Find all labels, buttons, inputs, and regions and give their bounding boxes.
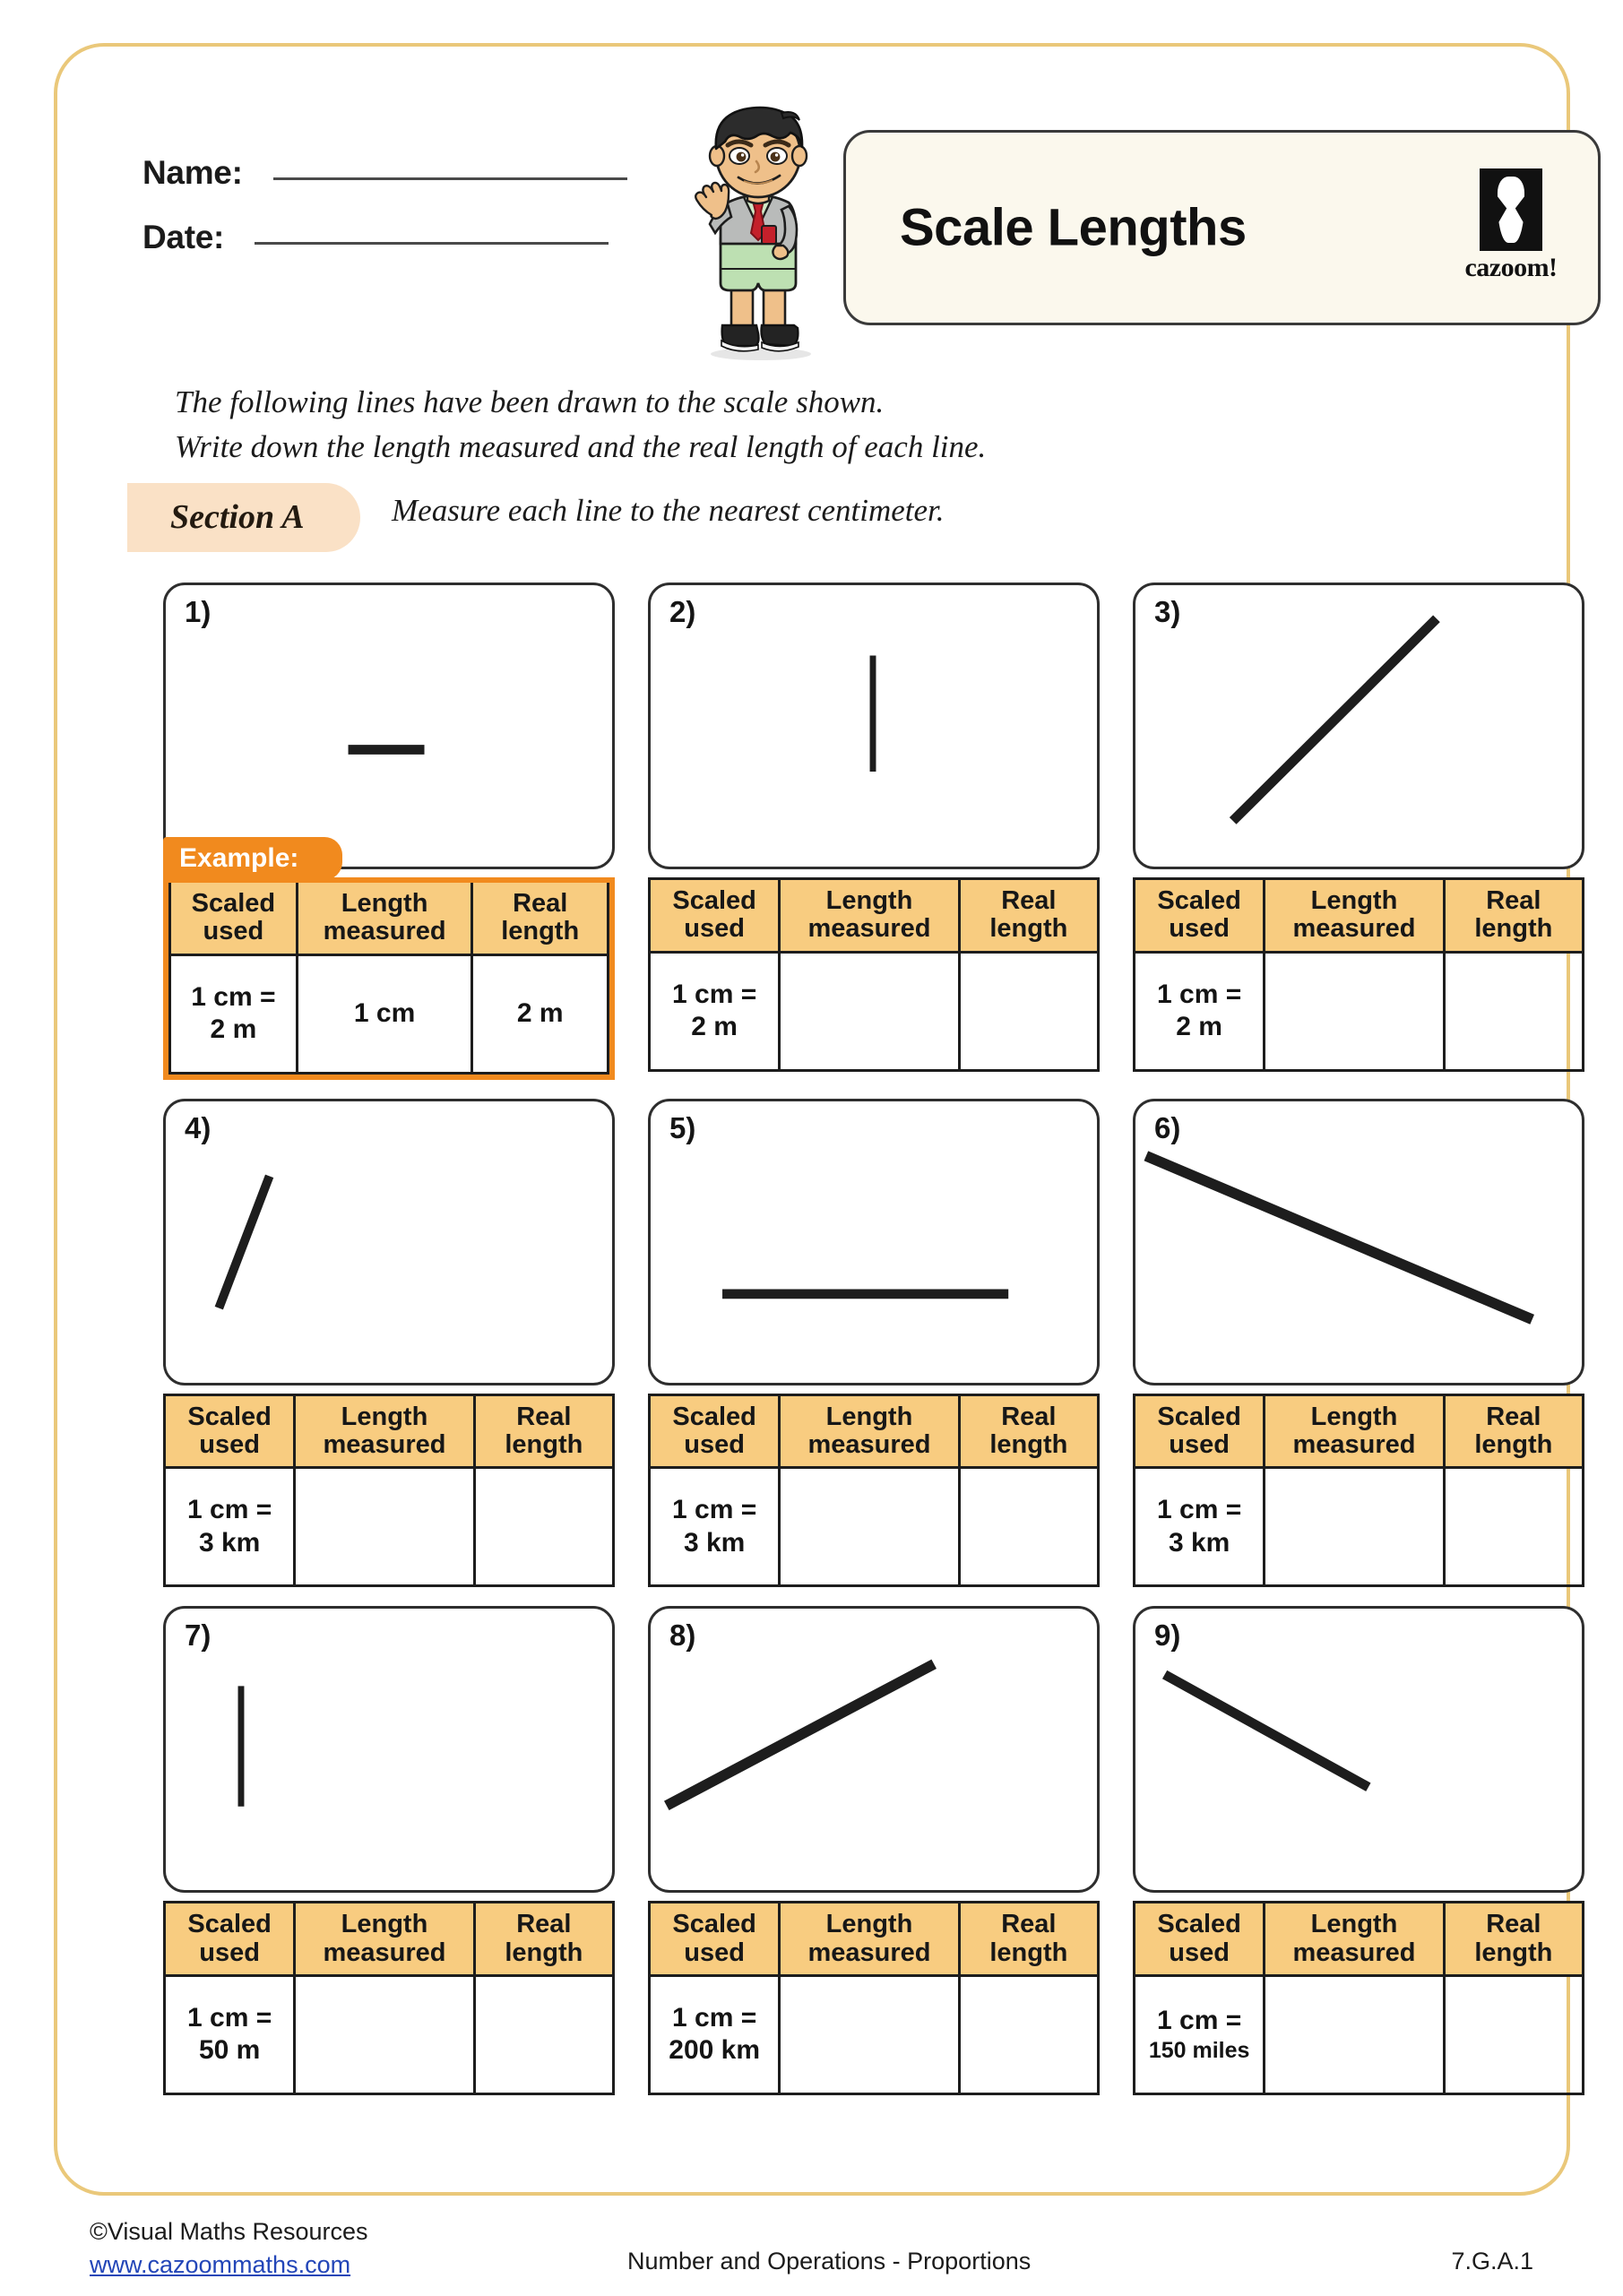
question-number: 9) <box>1154 1618 1181 1653</box>
scaled-line-drawing <box>166 585 612 867</box>
scale-line-2: 3 km <box>198 1527 261 1558</box>
header-length-measured <box>1265 1394 1444 1468</box>
header-line-1: Real <box>1486 1402 1541 1431</box>
scale-line-1: 1 cm = <box>672 2002 757 2033</box>
measured-line <box>1233 618 1437 821</box>
header-real-length <box>474 1903 613 1976</box>
header-line-2: used <box>684 1938 745 1967</box>
header-line-2: measured <box>323 917 446 946</box>
scaled-line-drawing <box>166 1101 612 1383</box>
header-line-1: Length <box>825 1910 913 1939</box>
question-diagram-box <box>163 1099 615 1385</box>
cell-real-length-answer[interactable] <box>1444 1975 1583 2093</box>
section-badge <box>127 483 360 552</box>
header-line-2: length <box>989 914 1068 944</box>
question-cell <box>163 583 615 1080</box>
cell-length-measured-answer[interactable] <box>295 1468 474 1586</box>
cell-length-measured-answer[interactable] <box>1265 1975 1444 2093</box>
cell-length-measured-answer[interactable] <box>1265 952 1444 1070</box>
cell-real-length-answer[interactable] <box>1444 952 1583 1070</box>
header-line-1: Scaled <box>191 889 276 918</box>
header-line-2: length <box>501 917 580 946</box>
header-scale-used <box>165 1903 295 1976</box>
question-cell <box>1133 1099 1584 1588</box>
header-line-2: used <box>684 1429 745 1459</box>
question-cell <box>1133 583 1584 1080</box>
table-header-row <box>650 1394 1099 1468</box>
header-line-2: measured <box>1292 914 1416 944</box>
footer-copyright: ©Visual Maths Resources <box>90 2218 368 2245</box>
cell-scale-used <box>1135 1975 1265 2093</box>
scale-line-2: 3 km <box>1168 1527 1230 1558</box>
header-line-2: length <box>505 1938 583 1967</box>
scaled-line-drawing <box>1135 1609 1582 1890</box>
cazoom-logo <box>1458 168 1564 287</box>
question-diagram-box <box>648 583 1100 869</box>
question-diagram-box <box>1133 1606 1584 1893</box>
cell-length-measured-answer[interactable] <box>780 1468 959 1586</box>
answer-table-wrapper <box>648 1901 1100 2095</box>
answer-table-wrapper <box>163 1901 615 2095</box>
header-line-2: measured <box>323 1429 446 1459</box>
table-row <box>165 1468 614 1586</box>
cell-scale-used <box>170 954 298 1073</box>
scale-line-1: 1 cm = <box>187 1495 272 1525</box>
example-tab-label: Example: <box>179 843 299 873</box>
header-length-measured <box>295 1394 474 1468</box>
table-row <box>170 954 609 1073</box>
cell-real-length-answer[interactable] <box>959 1468 1098 1586</box>
header-line-1: Real <box>513 889 568 918</box>
answer-table-wrapper <box>1133 1901 1584 2095</box>
question-diagram-box <box>163 1606 615 1893</box>
question-row <box>163 1099 1586 1588</box>
scale-line-1: 1 cm = <box>1157 979 1242 1009</box>
header-line-2: length <box>989 1938 1068 1967</box>
table-row <box>650 1975 1099 2093</box>
header-real-length <box>1444 1394 1583 1468</box>
header-line-2: measured <box>1292 1429 1416 1459</box>
scaled-line-drawing <box>1135 585 1582 867</box>
header-real-length <box>959 1903 1098 1976</box>
answer-table-wrapper <box>1133 877 1584 1072</box>
cell-scale-used <box>165 1975 295 2093</box>
header-line-2: length <box>1474 1429 1553 1459</box>
table-header-row <box>165 1394 614 1468</box>
header-line-1: Scaled <box>672 886 756 915</box>
cazoom-wordmark: cazoom! <box>1464 253 1558 282</box>
worksheet-header <box>57 47 1567 315</box>
scale-line-1: 1 cm = <box>672 1495 757 1525</box>
question-diagram-box <box>648 1606 1100 1893</box>
header-length-measured <box>780 1394 959 1468</box>
answer-table-wrapper <box>163 843 615 1080</box>
cell-real-length-answer[interactable] <box>959 1975 1098 2093</box>
question-number: 6) <box>1154 1110 1181 1144</box>
table-row <box>650 952 1099 1070</box>
table-header-row <box>165 1903 614 1976</box>
header-line-2: measured <box>1292 1938 1416 1967</box>
answer-table-wrapper <box>648 1394 1100 1588</box>
scaled-line-drawing <box>651 1101 1097 1383</box>
header-line-1: Real <box>1001 1402 1057 1431</box>
cell-scale-used <box>1135 952 1265 1070</box>
header-scale-used <box>1135 1903 1265 1976</box>
question-number: 7) <box>185 1618 212 1653</box>
worksheet-page-frame <box>54 43 1570 2196</box>
header-scale-used <box>170 883 298 954</box>
question-diagram-box <box>648 1099 1100 1385</box>
header-line-1: Real <box>516 1910 572 1939</box>
cell-real-length-answer[interactable] <box>474 1468 613 1586</box>
section-instruction: Measure each line to the nearest centimeter. <box>392 493 945 528</box>
cell-length-measured-answer[interactable] <box>1265 1468 1444 1586</box>
header-line-2: measured <box>323 1938 446 1967</box>
cell-length-measured-answer[interactable] <box>780 1975 959 2093</box>
question-grid <box>163 583 1586 2114</box>
answer-table <box>1133 1901 1584 2095</box>
table-row <box>1135 1975 1584 2093</box>
header-real-length <box>1444 1903 1583 1976</box>
answer-table <box>648 877 1100 1072</box>
scale-line-1: 1 cm = <box>1157 1495 1242 1525</box>
header-line-1: Length <box>825 1402 913 1431</box>
header-line-1: Real <box>516 1402 572 1431</box>
instruction-line-2: Write down the length measured and the real length of each line. <box>175 428 987 464</box>
question-cell <box>1133 1606 1584 2095</box>
header-line-2: used <box>203 917 264 946</box>
header-line-1: Length <box>1310 1402 1398 1431</box>
header-real-length <box>1444 879 1583 953</box>
header-line-1: Scaled <box>187 1402 272 1431</box>
answer-table-wrapper <box>648 877 1100 1072</box>
header-scale-used <box>650 879 780 953</box>
cell-scale-used <box>650 952 780 1070</box>
scale-line-2: 200 km <box>669 2035 761 2066</box>
question-cell <box>648 583 1100 1080</box>
header-line-1: Length <box>1310 886 1398 915</box>
header-line-1: Scaled <box>187 1910 272 1939</box>
table-row <box>165 1975 614 2093</box>
header-real-length <box>474 1394 613 1468</box>
answer-table <box>1133 877 1584 1072</box>
header-real-length <box>959 1394 1098 1468</box>
cazoom-mark-icon <box>1480 168 1542 251</box>
scaled-line-drawing <box>651 585 1097 867</box>
header-line-2: measured <box>807 1429 931 1459</box>
section-badge-label: Section A <box>170 498 305 536</box>
cell-real-length-answer[interactable] <box>474 1975 613 2093</box>
question-diagram-box <box>1133 1099 1584 1385</box>
question-diagram-box <box>1133 583 1584 869</box>
answer-table <box>1133 1394 1584 1588</box>
header-line-2: measured <box>807 914 931 944</box>
measured-line <box>219 1176 269 1308</box>
scale-line-1: 1 cm = <box>672 979 757 1009</box>
date-label: Date: <box>142 219 225 255</box>
cell-length-measured-answer[interactable]: 1 cm <box>297 954 472 1073</box>
header-scale-used <box>165 1394 295 1468</box>
header-length-measured <box>295 1903 474 1976</box>
header-line-1: Scaled <box>1157 1910 1241 1939</box>
student-mascot-icon <box>676 102 839 362</box>
header-line-2: used <box>1169 1429 1230 1459</box>
cell-scale-used <box>650 1975 780 2093</box>
table-header-row <box>1135 879 1584 953</box>
table-row <box>1135 952 1584 1070</box>
header-line-2: measured <box>807 1938 931 1967</box>
question-number: 3) <box>1154 595 1181 628</box>
header-line-2: length <box>505 1429 583 1459</box>
header-line-1: Scaled <box>672 1910 756 1939</box>
question-number: 8) <box>669 1618 696 1653</box>
header-scale-used <box>650 1903 780 1976</box>
header-scale-used <box>1135 1394 1265 1468</box>
name-input-line[interactable] <box>273 177 627 180</box>
question-cell <box>163 1099 615 1588</box>
footer-topic: Number and Operations - Proportions <box>627 2248 1032 2274</box>
instruction-line-1: The following lines have been drawn to the scale shown. <box>175 384 885 419</box>
scale-line-2: 2 m <box>1176 1012 1222 1042</box>
name-label: Name: <box>142 154 243 191</box>
header-line-2: length <box>1474 1938 1553 1967</box>
question-number: 4) <box>185 1110 212 1144</box>
page-title: Scale Lengths <box>900 198 1247 257</box>
header-line-1: Scaled <box>1157 1402 1241 1431</box>
header-line-2: used <box>199 1429 260 1459</box>
header-line-1: Length <box>825 886 913 915</box>
header-line-1: Real <box>1001 1910 1057 1939</box>
scale-line-2: 50 m <box>198 2035 261 2066</box>
table-header-row <box>1135 1394 1584 1468</box>
answer-table <box>168 883 609 1075</box>
footer-standard-code: 7.G.A.1 <box>1451 2248 1533 2274</box>
header-line-2: used <box>684 914 745 944</box>
header-length-measured <box>780 1903 959 1976</box>
header-line-1: Length <box>341 1402 428 1431</box>
date-input-line[interactable] <box>255 242 609 245</box>
cell-scale-used <box>650 1468 780 1586</box>
question-diagram-box <box>163 583 615 869</box>
question-row <box>163 583 1586 1080</box>
question-number: 5) <box>669 1110 696 1144</box>
question-row <box>163 1606 1586 2095</box>
scale-line-2: 150 miles <box>1148 2038 1250 2064</box>
header-line-1: Real <box>1486 1910 1541 1939</box>
header-real-length <box>472 883 609 954</box>
header-real-length <box>959 879 1098 953</box>
footer-copyright-block <box>90 2215 368 2283</box>
cell-real-length-answer[interactable] <box>1444 1468 1583 1586</box>
question-cell <box>163 1606 615 2095</box>
date-field-row <box>142 219 609 256</box>
answer-table <box>648 1901 1100 2095</box>
footer-website-link[interactable]: www.cazoommaths.com <box>90 2251 351 2279</box>
worksheet-title-plate <box>843 130 1601 325</box>
name-field-row <box>142 154 627 192</box>
header-line-2: length <box>1474 914 1553 944</box>
table-header-row <box>650 1903 1099 1976</box>
answer-table-wrapper <box>1133 1394 1584 1588</box>
measured-line <box>1165 1675 1368 1788</box>
header-length-measured <box>1265 1903 1444 1976</box>
header-line-2: used <box>1169 1938 1230 1967</box>
table-row <box>650 1468 1099 1586</box>
scale-line-2: 2 m <box>691 1012 738 1042</box>
scaled-line-drawing <box>1135 1101 1582 1383</box>
cell-length-measured-answer[interactable] <box>780 952 959 1070</box>
scale-line-2: 2 m <box>210 1014 257 1045</box>
example-tab <box>163 837 342 880</box>
example-highlight-border <box>163 877 615 1080</box>
table-header-row <box>1135 1903 1584 1976</box>
question-number: 1) <box>185 595 212 628</box>
cell-scale-used <box>1135 1468 1265 1586</box>
cell-scale-used <box>165 1468 295 1586</box>
question-cell <box>648 1099 1100 1588</box>
header-scale-used <box>650 1394 780 1468</box>
header-line-1: Length <box>341 889 428 918</box>
header-line-1: Length <box>1310 1910 1398 1939</box>
header-line-2: used <box>199 1938 260 1967</box>
cell-real-length-answer[interactable] <box>959 952 1098 1070</box>
header-line-1: Real <box>1001 886 1057 915</box>
answer-table <box>163 1901 615 2095</box>
header-line-1: Scaled <box>1157 886 1241 915</box>
question-cell <box>648 1606 1100 2095</box>
question-number: 2) <box>669 595 696 628</box>
header-line-2: used <box>1169 914 1230 944</box>
table-header-row <box>170 883 609 954</box>
scaled-line-drawing <box>166 1609 612 1890</box>
scale-line-1: 1 cm = <box>187 2002 272 2033</box>
cell-length-measured-answer[interactable] <box>295 1975 474 2093</box>
table-row <box>1135 1468 1584 1586</box>
answer-table <box>163 1394 615 1588</box>
measured-line <box>667 1664 934 1806</box>
header-line-2: length <box>989 1429 1068 1459</box>
worksheet-footer <box>0 2215 1623 2296</box>
cell-real-length-answer[interactable]: 2 m <box>472 954 609 1073</box>
header-length-measured <box>1265 879 1444 953</box>
header-line-1: Length <box>341 1910 428 1939</box>
measured-line <box>1146 1155 1532 1319</box>
header-length-measured <box>780 879 959 953</box>
scale-line-1: 1 cm = <box>1157 2005 1242 2035</box>
scaled-line-drawing <box>651 1609 1097 1890</box>
header-line-1: Scaled <box>672 1402 756 1431</box>
worksheet-instructions <box>175 380 986 469</box>
answer-table-wrapper <box>163 1394 615 1588</box>
header-length-measured <box>297 883 472 954</box>
header-line-1: Real <box>1486 886 1541 915</box>
table-header-row <box>650 879 1099 953</box>
scale-line-1: 1 cm = <box>191 981 276 1012</box>
scale-line-2: 3 km <box>683 1527 746 1558</box>
header-scale-used <box>1135 879 1265 953</box>
answer-table <box>648 1394 1100 1588</box>
